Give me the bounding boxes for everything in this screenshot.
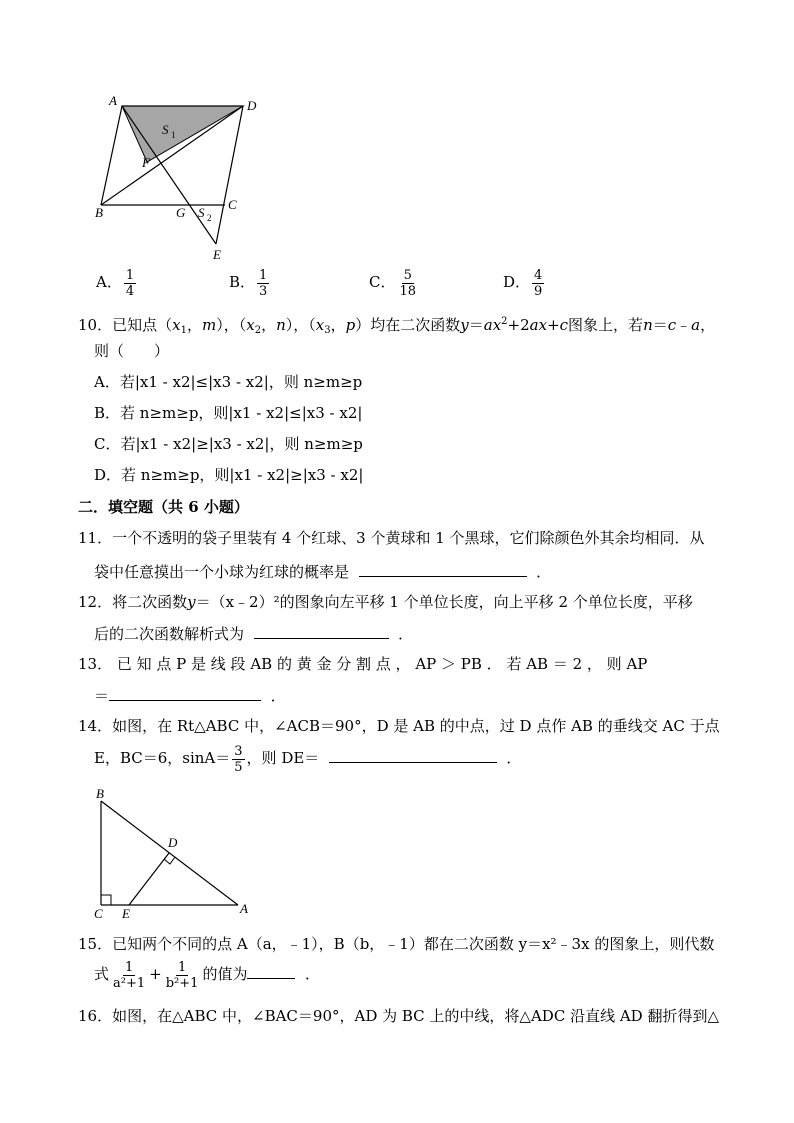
right-angle-mark-c <box>101 895 111 905</box>
q12-answer-blank[interactable] <box>254 622 389 639</box>
q15-answer-blank[interactable] <box>247 962 295 979</box>
q10-line1: 10．已知点（$x_1$，m），（$x_2$，n），（$x_3$，p）均在二次函数$y=ax^2+2ax+c$图象上，若n＝c﹣a， <box>78 316 716 336</box>
q10-option-b: B．若 n≥m≥p，则|x1 - x2|≤|x3 - x2| <box>94 404 363 422</box>
section-heading: 二．填空题（共 6 小题） <box>78 498 249 516</box>
q11-line1: 11．一个不透明的袋子里装有 4 个红球、3 个黄球和 1 个黑球，它们除颜色外其余均相同．从 <box>78 529 705 547</box>
segment-de <box>129 853 169 905</box>
q9-choice-b: B． $\frac{1}{3}$ <box>229 267 268 299</box>
segment-ba <box>101 801 238 905</box>
q16-line1: 16．如图，在△ABC 中，∠BAC＝90°，AD 为 BC 上的中线，将△ADC 沿直线 AD 翻折得到△ <box>78 1007 720 1025</box>
label-c: C <box>94 906 103 921</box>
shaded-region-s1 <box>122 106 243 162</box>
q13-answer-blank[interactable] <box>109 684 261 701</box>
label-s2-sub: 2 <box>207 213 212 223</box>
q12-line2: 后的二次函数解析式为 ． <box>94 622 413 645</box>
label-e: E <box>122 906 130 921</box>
q11-answer-blank[interactable] <box>359 560 527 577</box>
q9-choice-d: D． $\frac{4}{9}$ <box>503 267 543 299</box>
q10-option-a: A．若|x1 - x2|≤|x3 - x2|，则 n≥m≥p <box>94 373 363 391</box>
label-d: D <box>247 98 257 113</box>
label-s1: S <box>162 122 169 137</box>
q9-choice-c: C． $\frac{5}{18}$ <box>369 267 417 299</box>
label-b: B <box>95 205 103 220</box>
label-b: B <box>96 786 104 801</box>
q14-line2: E，BC＝6，sinA＝ $\frac{3}{5}$ ，则 DE＝ ． <box>94 743 522 775</box>
segment-ab <box>101 106 122 205</box>
q11-line2: 袋中任意摸出一个小球为红球的概率是 ． <box>94 560 551 583</box>
label-d: D <box>168 835 178 850</box>
label-a: A <box>109 93 117 108</box>
label-g: G <box>176 205 186 220</box>
q14-answer-blank[interactable] <box>329 746 497 763</box>
label-s1-sub: 1 <box>171 130 176 140</box>
label-c: C <box>228 197 237 212</box>
q15-line2: 式 $\frac{1}{\text{a²+1}}$ + $\frac{1}{\text{b²+1}}$ 的值为 ． <box>94 959 321 991</box>
q12-line1: 12．将二次函数y＝（x﹣2）²的图象向左平移 1 个单位长度，向上平移 2 个单位长度，平移 <box>78 593 693 611</box>
q10-line2: 则（ ） <box>94 342 170 360</box>
q14-line1: 14．如图，在 Rt△ABC 中，∠ACB＝90°，D 是 AB 的中点，过 D 点作 AB 的垂线交 AC 于点 <box>78 717 720 735</box>
segment-dc-extended <box>216 106 243 244</box>
figure-right-triangle <box>88 785 258 925</box>
q13-line2: ＝ ． <box>94 684 286 707</box>
q9-choice-a: A． $\frac{1}{4}$ <box>96 267 135 299</box>
label-s2: S <box>198 205 205 220</box>
q10-option-d: D．若 n≥m≥p，则|x1 - x2|≥|x3 - x2| <box>94 466 364 484</box>
figure-parallelogram <box>90 90 270 265</box>
q13-line1: 13． 已 知 点 P 是 线 段 AB 的 黄 金 分 割 点 ， AP ＞ PB ． 若 AB ＝ 2 ， 则 AP <box>78 655 648 673</box>
q15-line1: 15．已知两个不同的点 A（a，﹣1），B（b，﹣1）都在二次函数 y＝x²﹣3x 的图象上，则代数 <box>78 935 715 953</box>
label-e: E <box>213 247 221 262</box>
q10-option-c: C．若|x1 - x2|≥|x3 - x2|，则 n≥m≥p <box>94 435 363 453</box>
label-f: F <box>142 155 150 170</box>
label-a: A <box>240 901 248 916</box>
